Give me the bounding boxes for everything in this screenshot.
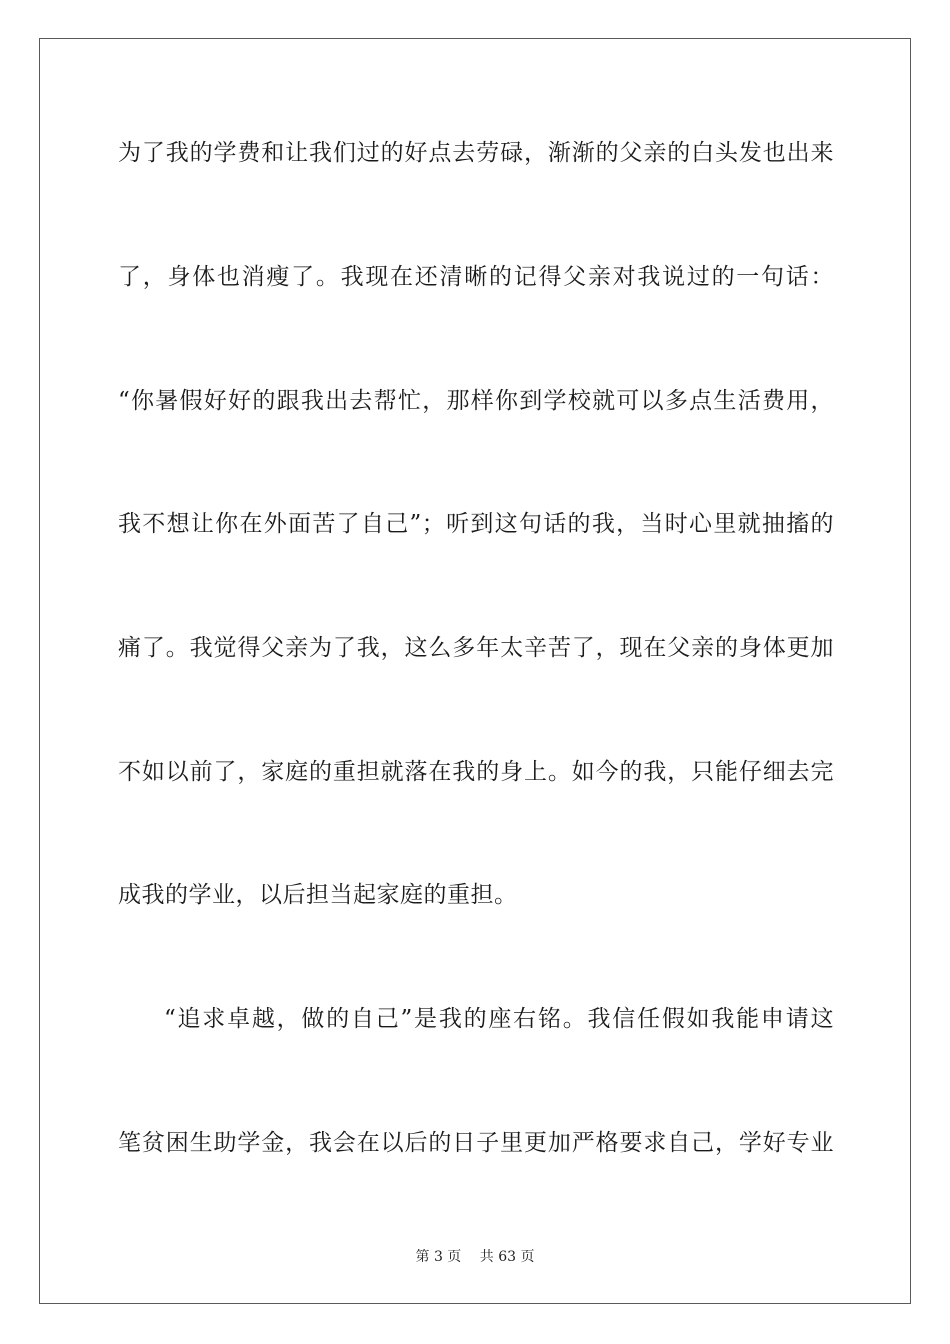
text-line-5: 痛了。我觉得父亲为了我，这么多年太辛苦了，现在父亲的身体更加 <box>118 635 834 661</box>
page-number-footer: 第 3 页 共 63 页 <box>415 1249 535 1265</box>
text-line-2: 了，身体也消瘦了。我现在还清晰的记得父亲对我说过的一句话： <box>118 264 834 290</box>
page-border <box>39 38 911 1304</box>
text-line-4: 我不想让你在外面苦了自己”；听到这句话的我，当时心里就抽搐的 <box>118 511 834 537</box>
text-line-9: 笔贫困生助学金，我会在以后的日子里更加严格要求自己，学好专业 <box>118 1130 834 1156</box>
text-line-6: 不如以前了，家庭的重担就落在我的身上。如今的我，只能仔细去完 <box>118 759 834 785</box>
text-line-8: “追求卓越，做的自己”是我的座右铭。我信任假如我能申请这 <box>164 1006 834 1032</box>
text-line-3: “你暑假好好的跟我出去帮忙，那样你到学校就可以多点生活费用， <box>118 388 834 414</box>
text-line-1: 为了我的学费和让我们过的好点去劳碌，渐渐的父亲的白头发也出来 <box>118 140 834 166</box>
text-line-7: 成我的学业，以后担当起家庭的重担。 <box>118 882 518 908</box>
